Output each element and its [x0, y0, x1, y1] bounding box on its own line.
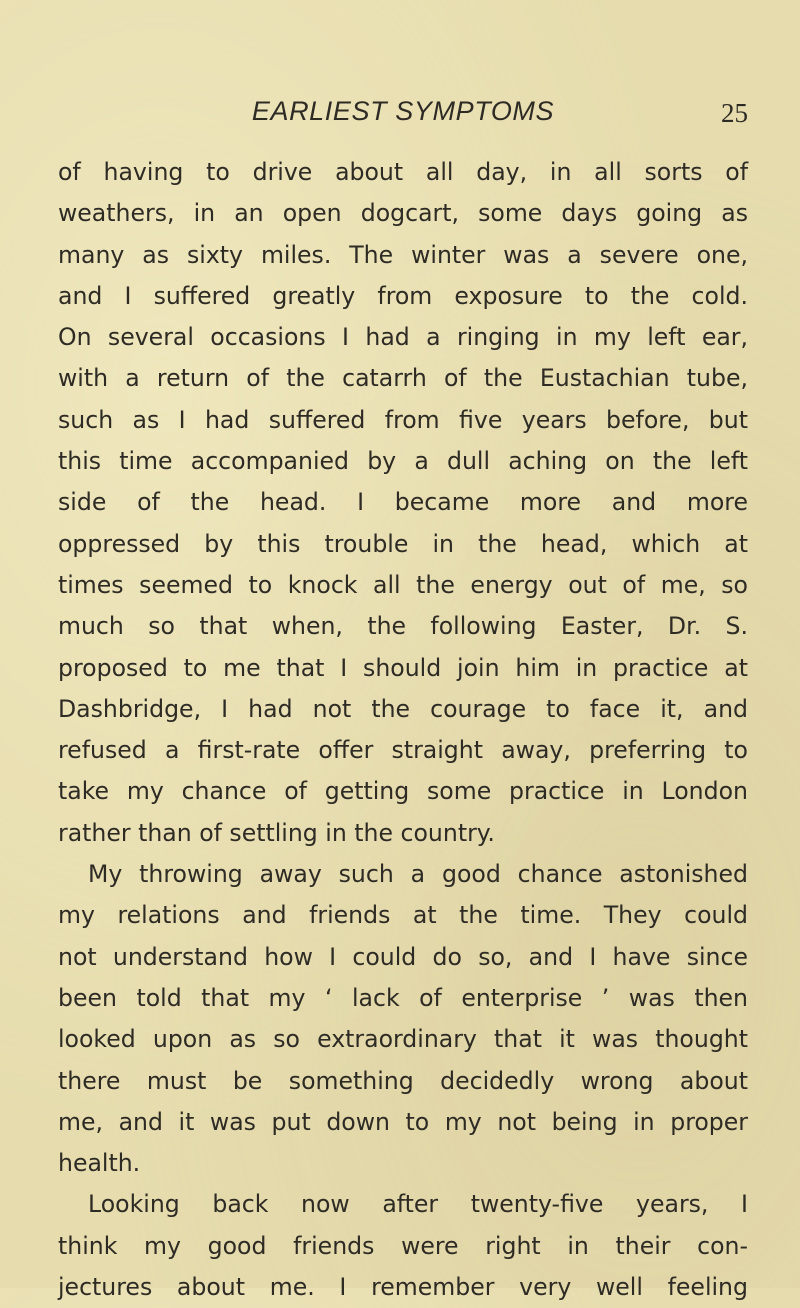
page-number: 25 — [721, 98, 748, 128]
text-line: My throwing away such a good chance astonished — [88, 860, 748, 889]
text-line: there must be something decidedly wrong about — [58, 1066, 748, 1095]
text-line: health. — [58, 1149, 141, 1178]
text-line: much so that when, the following Easter, Dr. S. — [58, 612, 748, 641]
text-line: think my good friends were right in their con- — [58, 1231, 748, 1260]
text-line: side of the head. I became more and more — [58, 488, 748, 517]
running-head — [58, 92, 748, 132]
text-line: oppressed by this trouble in the head, which at — [58, 529, 748, 558]
text-line: looked upon as so extraordinary that it was thought — [58, 1025, 748, 1054]
text-line: rather than of settling in the country. — [58, 818, 495, 847]
text-line: jectures about me. I remember very well feeling — [58, 1273, 748, 1302]
text-line: of having to drive about all day, in all sorts of — [58, 158, 748, 186]
text-line: me, and it was put down to my not being in proper — [58, 1107, 748, 1136]
text-line: Dashbridge, I had not the courage to face it, and — [58, 694, 748, 723]
body-text — [58, 152, 748, 1308]
text-line: refused a first-rate offer straight away, preferring to — [58, 736, 748, 765]
text-line: and I suffered greatly from exposure to the cold. — [58, 281, 748, 310]
text-line: my relations and friends at the time. They could — [58, 901, 748, 930]
text-line: many as sixty miles. The winter was a severe one, — [58, 240, 748, 269]
text-line: weathers, in an open dogcart, some days going as — [58, 199, 748, 228]
text-line: take my chance of getting some practice in London — [58, 777, 748, 806]
text-line: such as I had suffered from five years before, but — [58, 405, 748, 434]
text-line: not understand how I could do so, and I have since — [58, 942, 748, 971]
text-line: times seemed to knock all the energy out of me, so — [58, 570, 748, 599]
running-title: EARLIEST SYMPTOMS — [251, 96, 555, 126]
text-line: with a return of the catarrh of the Eustachian tube, — [58, 364, 748, 393]
text-line: proposed to me that I should join him in practice at — [58, 653, 748, 682]
text-line: Looking back now after twenty-five years, I — [88, 1190, 748, 1219]
text-line: On several occasions I had a ringing in my left ear, — [58, 323, 748, 352]
text-line: this time accompanied by a dull aching on the left — [58, 447, 748, 476]
text-line: been told that my ‘ lack of enterprise ’ was then — [58, 983, 748, 1012]
